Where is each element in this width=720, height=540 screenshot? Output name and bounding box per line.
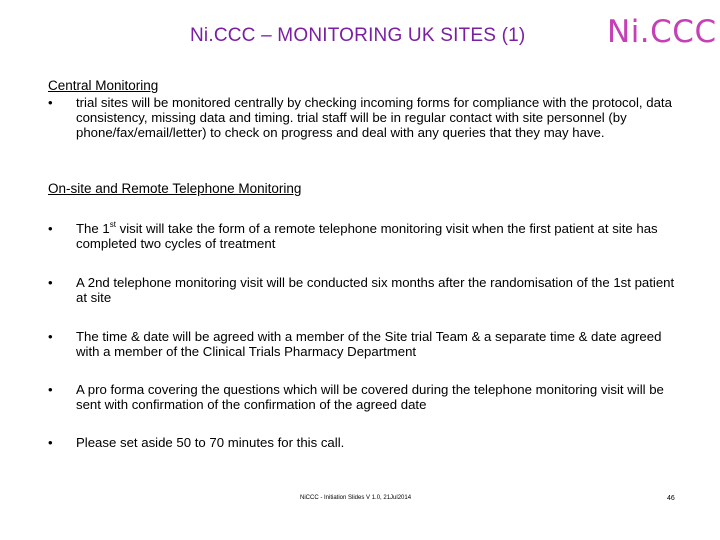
bullet-icon: • <box>48 275 53 290</box>
list-item-text: Please set aside 50 to 70 minutes for this call. <box>76 435 345 450</box>
onsite-monitoring-heading: On-site and Remote Telephone Monitoring <box>48 181 302 196</box>
bullet-icon: • <box>48 95 53 110</box>
bullet-icon: • <box>48 435 53 450</box>
central-monitoring-heading: Central Monitoring <box>48 78 159 93</box>
bullet-icon: • <box>48 329 53 344</box>
bullet-icon: • <box>48 382 53 397</box>
list-item-text: A pro forma covering the questions which will be covered during the telephone monitoring visit will be sent with confirmation of the confirmation of the agreed date <box>76 382 664 412</box>
list-item-text: A 2nd telephone monitoring visit will be conducted six months after the randomisation of the 1st patient at site <box>76 275 675 305</box>
list-item-text: The time & date will be agreed with a member of the Site trial Team & a separate time & date agreed with a member of the Clinical Trials Pharmacy Department <box>76 329 662 359</box>
niccc-logo: Ni.CCC <box>607 14 717 50</box>
bullet-icon: • <box>48 221 53 236</box>
slide-footer: NiCCC - Initiation Slides V 1.0, 21Jul2014 <box>300 495 412 501</box>
central-monitoring-text: trial sites will be monitored centrally by checking incoming forms for compliance with the protocol, data consistency, missing data and timing. trial staff will be in regular contact with site personnel (by phone/fax/email/letter) to check on progress and deal with any queries that they may have. <box>76 95 672 140</box>
page-number: 46 <box>667 495 675 502</box>
list-item-text: The 1st visit will take the form of a remote telephone monitoring visit when the first patient at site has completed two cycles of treatment <box>76 219 658 251</box>
slide-title: Ni.CCC – MONITORING UK SITES (1) <box>190 25 526 46</box>
